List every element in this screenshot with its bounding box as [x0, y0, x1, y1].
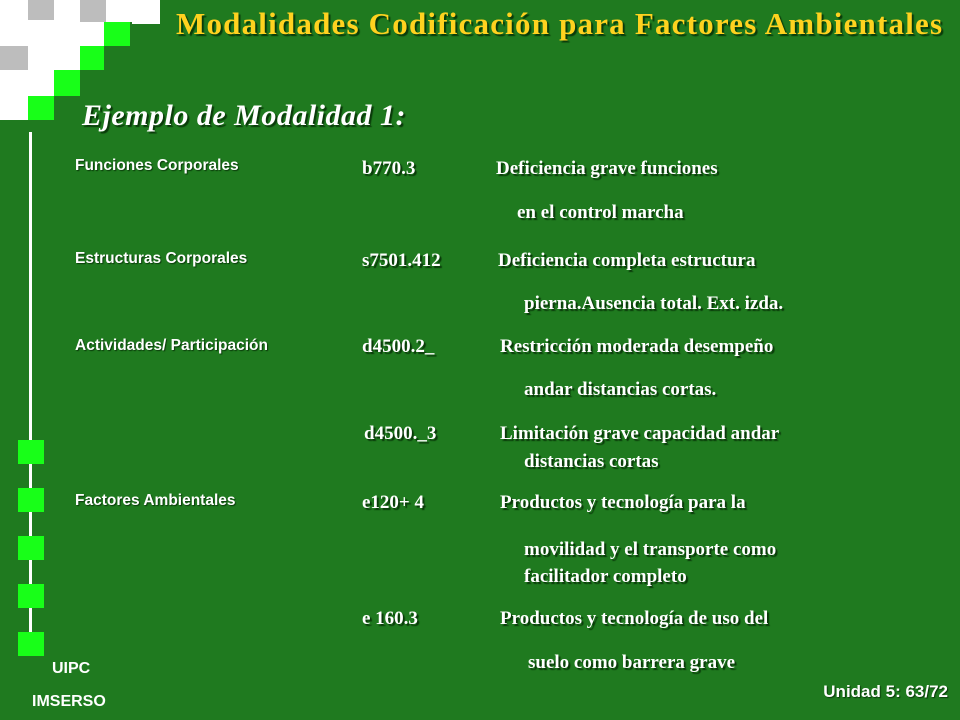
entry-code: e120+ 4	[362, 492, 425, 513]
deco-square	[18, 536, 44, 560]
slide-title-text: Modalidades Codificación para Factores Ambientales	[176, 6, 944, 41]
deco-square	[80, 22, 104, 46]
entry-desc: Productos y tecnología para la	[500, 492, 746, 513]
entry-desc: suelo como barrera grave	[528, 652, 736, 673]
deco-square	[28, 70, 54, 96]
deco-square	[28, 0, 56, 20]
entry-desc: distancias cortas	[524, 451, 659, 472]
deco-square	[28, 96, 54, 120]
deco-square	[0, 46, 28, 70]
footer-org-uipc: UIPC	[52, 660, 91, 677]
category-actividades: Actividades/ Participación	[75, 337, 268, 354]
deco-square	[18, 440, 44, 464]
deco-square	[18, 632, 44, 656]
entry-desc: facilitador completo	[524, 566, 687, 587]
deco-square	[0, 24, 28, 46]
entry-desc: Limitación grave capacidad andar	[500, 423, 780, 444]
slide-title	[176, 4, 943, 44]
entry-code: s7501.412	[362, 250, 441, 271]
vertical-divider	[29, 132, 32, 652]
deco-square	[106, 0, 132, 22]
deco-square	[80, 46, 104, 70]
entry-code: e 160.3	[362, 608, 418, 629]
deco-square	[18, 488, 44, 512]
entry-desc: en el control marcha	[517, 202, 684, 223]
entry-desc: Productos y tecnología de uso del	[500, 608, 769, 629]
entry-desc: pierna.Ausencia total. Ext. izda.	[524, 293, 784, 314]
page-indicator: Unidad 5: 63/72	[823, 682, 948, 701]
category-estructuras: Estructuras Corporales	[75, 250, 248, 267]
entry-code: d4500.2_	[362, 336, 435, 357]
deco-square	[0, 0, 30, 26]
deco-square	[104, 22, 130, 46]
category-factores: Factores Ambientales	[75, 492, 236, 509]
entry-desc: Deficiencia grave funciones	[496, 158, 718, 179]
entry-code: d4500._3	[364, 423, 437, 444]
slide-subtitle: Ejemplo de Modalidad 1:	[82, 99, 406, 132]
deco-square	[80, 0, 108, 22]
deco-square	[132, 0, 160, 24]
deco-square	[28, 46, 54, 70]
deco-square	[0, 96, 28, 120]
category-funciones: Funciones Corporales	[75, 157, 239, 174]
deco-square	[0, 70, 28, 96]
footer-org-imserso: IMSERSO	[32, 693, 106, 710]
deco-square	[54, 20, 80, 46]
deco-square	[54, 46, 80, 70]
entry-code: b770.3	[362, 158, 416, 179]
deco-square	[54, 70, 80, 96]
deco-square	[18, 584, 44, 608]
deco-square	[28, 20, 54, 46]
entry-desc: Restricción moderada desempeño	[500, 336, 774, 357]
entry-desc: Deficiencia completa estructura	[498, 250, 756, 271]
deco-square	[54, 0, 82, 20]
entry-desc: movilidad y el transporte como	[524, 539, 777, 560]
entry-desc: andar distancias cortas.	[524, 379, 717, 400]
